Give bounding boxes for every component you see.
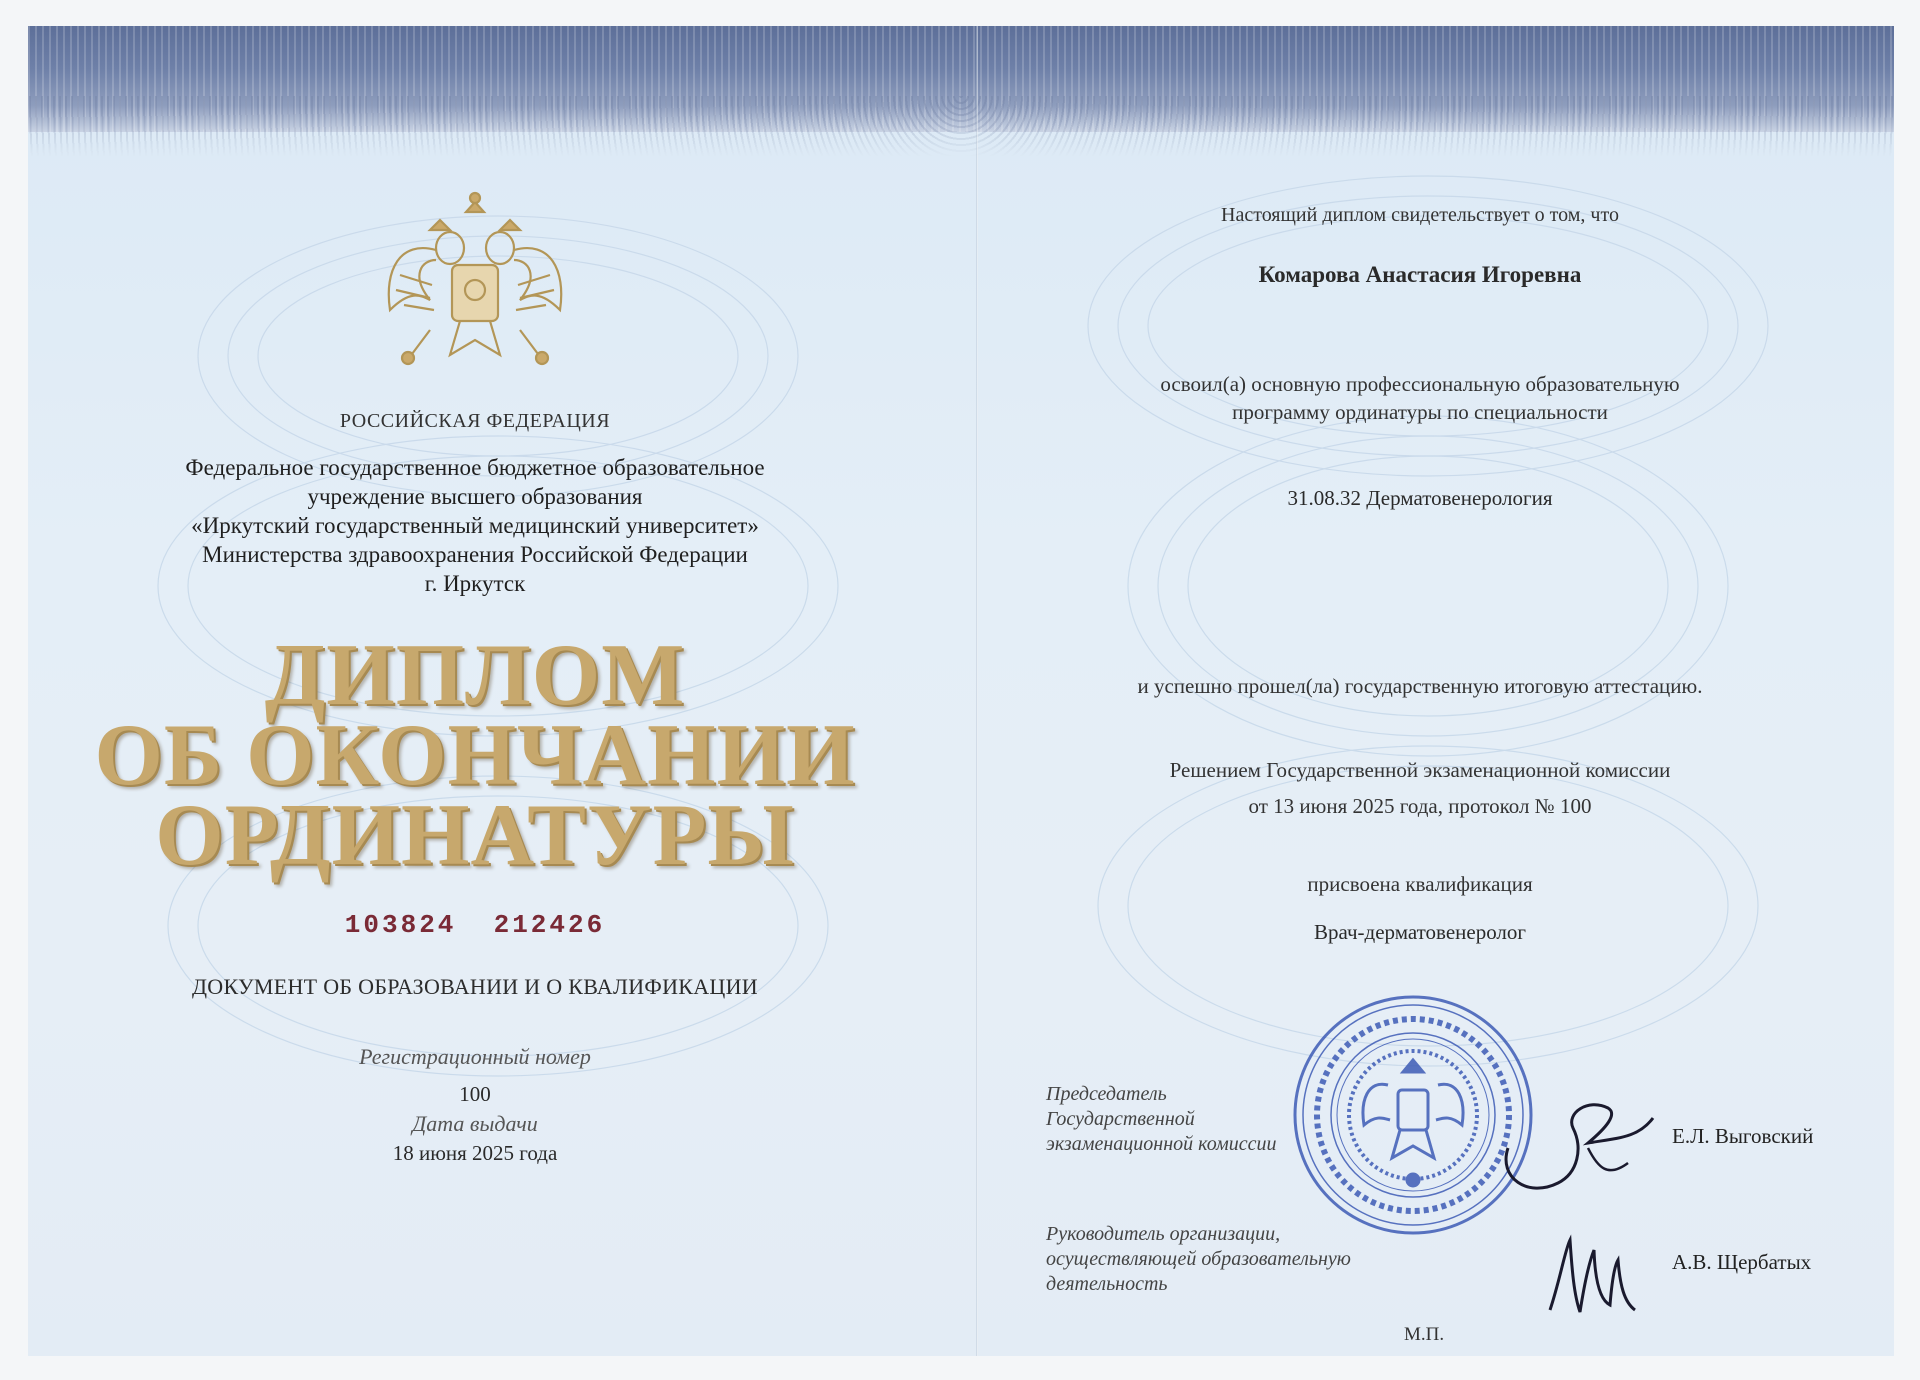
chairman-signature-icon xyxy=(1488,1088,1668,1208)
diploma-title-line: ДИПЛОМ xyxy=(264,627,686,724)
diploma-title-line: ОБ ОКОНЧАНИИ xyxy=(94,707,856,804)
diploma-title xyxy=(60,627,890,884)
head-signature-icon xyxy=(1540,1220,1650,1330)
qualification: Врач-дерматовенеролог xyxy=(1313,920,1527,944)
graduate-name: Комарова Анастасия Игоревна xyxy=(1258,262,1582,287)
left-page xyxy=(60,180,890,1166)
institution-line: г. Иркутск xyxy=(424,571,526,596)
mastered-text xyxy=(1020,370,1820,426)
mastered-line: программу ординатуры по специальности xyxy=(1232,400,1608,424)
serial-number: 103824 212426 xyxy=(344,910,606,940)
commission-decision xyxy=(1020,752,1820,824)
intro-text: Настоящий диплом свидетельствует о том, что xyxy=(1221,204,1619,226)
seal-place-mark: М.П. xyxy=(1404,1324,1445,1345)
institution-block xyxy=(60,453,890,598)
country-name: РОССИЙСКАЯ ФЕДЕРАЦИЯ xyxy=(339,410,611,432)
registration-number: 100 xyxy=(459,1082,491,1106)
specialty: 31.08.32 Дерматовенерология xyxy=(1287,486,1553,510)
chairman-role xyxy=(1046,1082,1276,1157)
institution-line: «Иркутский государственный медицинский университет» xyxy=(191,513,759,538)
decision-line: Решением Государственной экзаменационной комиссии xyxy=(1169,758,1671,782)
attestation-text: и успешно прошел(ла) государственную итоговую аттестацию. xyxy=(1137,674,1703,698)
head-role-line: осуществляющей образовательную xyxy=(1046,1248,1351,1270)
issue-date: 18 июня 2025 года xyxy=(392,1141,558,1165)
head-role-line: деятельность xyxy=(1046,1273,1168,1295)
diploma-title-line: ОРДИНАТУРЫ xyxy=(155,787,795,884)
decorative-band-arches xyxy=(28,96,1894,156)
institution-line: Министерства здравоохранения Российской Федерации xyxy=(202,542,748,567)
head-role-line: Руководитель организации, xyxy=(1046,1223,1281,1245)
qualification-label: присвоена квалификация xyxy=(1307,872,1533,896)
chairman-role-line: Председатель xyxy=(1046,1083,1167,1105)
institution-line: учреждение высшего образования xyxy=(307,484,643,509)
decision-line: от 13 июня 2025 года, протокол № 100 xyxy=(1248,794,1592,818)
registration-label: Регистрационный номер xyxy=(359,1044,591,1069)
head-name: А.В. Щербатых xyxy=(1672,1250,1812,1274)
issue-date-label: Дата выдачи xyxy=(412,1111,538,1136)
page-fold xyxy=(976,26,978,1356)
mastered-line: освоил(а) основную профессиональную образовательную xyxy=(1160,372,1680,396)
chairman-role-line: экзаменационной комиссии xyxy=(1046,1133,1277,1155)
chairman-role-line: Государственной xyxy=(1046,1108,1195,1130)
document-type: ДОКУМЕНТ ОБ ОБРАЗОВАНИИ И О КВАЛИФИКАЦИИ xyxy=(191,974,758,999)
institution-line: Федеральное государственное бюджетное образовательное xyxy=(185,455,765,480)
double-headed-eagle-icon xyxy=(370,180,580,390)
chairman-name: Е.Л. Выговский xyxy=(1672,1124,1814,1148)
